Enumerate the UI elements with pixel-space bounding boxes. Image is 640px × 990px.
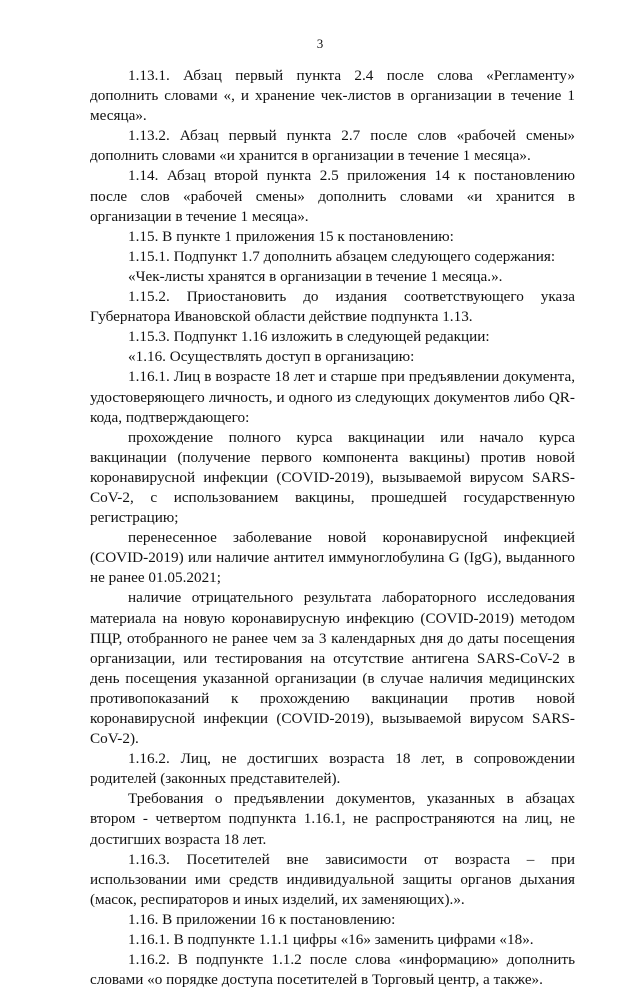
paragraph-vaccination: прохождение полного курса вакцинации или начало курса вакцинации (получение первого компонента вакцины) против новой коронавирусной инфекции (COVID-2019), вызываемой вирусом SARS-CoV-2, с использованием вакцины, прошедшей государственную регистрацию; — [90, 428, 575, 527]
paragraph-1-15: 1.15. В пункте 1 приложения 15 к постановлению: — [128, 227, 454, 245]
paragraph-1-16-appendix: 1.16. В приложении 16 к постановлению: — [128, 910, 396, 928]
paragraph-1-16-1: 1.16.1. Лиц в возрасте 18 лет и старше при предъявлении документа, удостоверяющего личность, и одного из следующих документов либо QR-кода, подтверждающего: — [90, 368, 575, 426]
paragraph-1-15-1: 1.15.1. Подпункт 1.7 дополнить абзацем следующего содержания: — [128, 247, 556, 265]
paragraph-1-16-quote: «1.16. Осуществлять доступ в организацию: — [128, 348, 415, 366]
paragraph-1-16-2-info: 1.16.2. В подпункте 1.1.2 после слова «информацию» дополнить словами «о порядке доступа посетителей в Торговый центр, а также». — [90, 951, 575, 989]
paragraph-1-15-2: 1.15.2. Приостановить до издания соответствующего указа Губернатора Ивановской области действие подпункта 1.13. — [90, 288, 575, 326]
page-number: 3 — [316, 36, 324, 51]
paragraph-quote-checklists: «Чек-листы хранятся в организации в течение 1 месяца.». — [128, 267, 503, 285]
paragraph-negative-test: наличие отрицательного результата лабораторного исследования материала на новую коронавирусную инфекцию (COVID-2019) методом ПЦР, отобранного не ранее чем за 3 календарных дня до даты посещения организации, или тестирования на отсутствие антигена SARS-CoV-2 в день посещения указанной организации (в случае наличия медицинских противопоказаний к прохождению вакцинации против новой коронавирусной инфекции (COVID-2019), вызываемой вирусом SARS-CoV-2). — [90, 589, 575, 748]
paragraph-1-14: 1.14. Абзац второй пункта 2.5 приложения 14 к постановлению после слов «рабочей смены» дополнить словами «и хранится в организации в течение 1 месяца». — [90, 167, 575, 225]
paragraph-1-16-3: 1.16.3. Посетителей вне зависимости от возраста – при использовании ими средств индивидуальной защиты органов дыхания (масок, респираторов и иных изделий, их заменяющих).». — [90, 850, 575, 908]
paragraph-1-13-2: 1.13.2. Абзац первый пункта 2.7 после слов «рабочей смены» дополнить словами «и хранится в организации в течение 1 месяца». — [90, 127, 575, 165]
paragraph-recovered: перенесенное заболевание новой коронавирусной инфекцией (COVID-2019) или наличие антител иммуноглобулина G (IgG), выданного не ранее 01.05.2021; — [90, 529, 575, 587]
paragraph-requirements: Требования о предъявлении документов, указанных в абзацах втором - четвертом подпункта 1.16.1, не распространяются на лиц, не достигших возраста 18 лет. — [90, 790, 575, 848]
paragraph-1-15-3: 1.15.3. Подпункт 1.16 изложить в следующей редакции: — [128, 328, 490, 346]
paragraph-1-16-1-digits: 1.16.1. В подпункте 1.1.1 цифры «16» заменить цифрами «18». — [128, 931, 534, 949]
paragraph-1-13-1: 1.13.1. Абзац первый пункта 2.4 после слова «Регламенту» дополнить словами «, и хранение чек-листов в организации в течение 1 месяца». — [90, 67, 575, 125]
document-body — [90, 66, 575, 990]
paragraph-1-16-2: 1.16.2. Лиц, не достигших возраста 18 лет, в сопровождении родителей (законных представителей). — [90, 750, 575, 788]
